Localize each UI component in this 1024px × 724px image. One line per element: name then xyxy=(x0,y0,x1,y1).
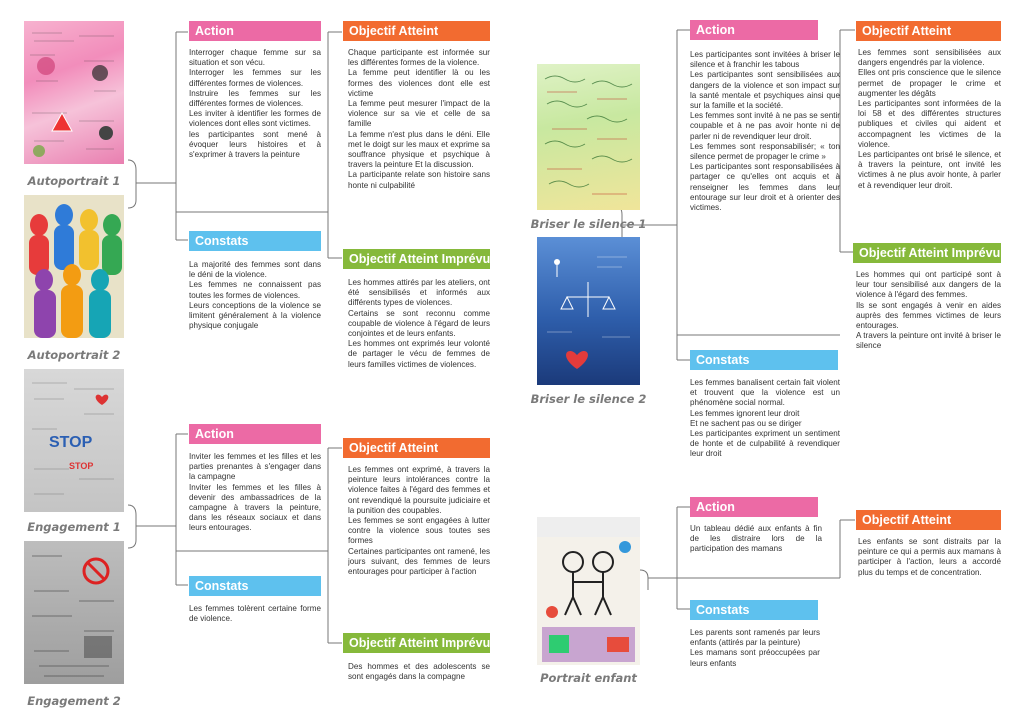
sec3-action-header: Action xyxy=(690,20,818,40)
sec4-action-line: Un tableau dédié aux enfants à fin de les distraire lors de la participation des mamans xyxy=(690,524,822,554)
sec1-objectif-header: Objectif Atteint xyxy=(343,21,490,41)
caption-engagement-2: Engagement 2 xyxy=(27,694,121,708)
sec3-objectif-line: Les participantes ont brisé le silence, et à travers la peinture, ont invité les victimes à ne plus avoir honte, à parler et à revendiquer leur droit. xyxy=(858,150,1001,190)
sec4-objectif-text xyxy=(858,537,1001,599)
sec4-constats-header: Constats xyxy=(690,600,818,620)
sec1-action-header: Action xyxy=(189,21,321,41)
autoportrait-1-painting xyxy=(24,21,124,164)
sec2-objectif-line: Certaines participantes ont ramené, les jours suivant, des femmes de leurs entourages pour participer à l'action xyxy=(348,546,490,577)
sec1-action-line: les participantes sont mené à évoquer leurs histoires et à s'exprimer à travers la peinture xyxy=(189,129,321,160)
sec2-action-line: Inviter les femmes et les filles à devenir des ambassadrices de la campagne à travers la peinture, dans les réseaux sociaux et dans leurs entourages. xyxy=(189,482,321,533)
autoportrait-2-painting xyxy=(24,195,124,338)
sec4-objectif-header: Objectif Atteint xyxy=(856,510,1001,530)
sec3-objectif-text xyxy=(858,48,1001,238)
sec1-constats-line: Les femmes ne connaissent pas toutes les formes de violences. xyxy=(189,280,321,300)
sec2-imprevu-text xyxy=(348,662,490,688)
sec4-constats-text xyxy=(690,628,820,690)
sec1-constats-line: Leurs conceptions de la violence se limitent généralement à la violence physique conjugale xyxy=(189,300,321,331)
sec1-objectif-line: La femme n'est plus dans le déni. Elle met le doigt sur les maux et exprime sa souffrance physique et psychique à travers la peinture Et la discussion. xyxy=(348,129,490,170)
sec2-constats-text xyxy=(189,604,321,634)
sec2-action-header: Action xyxy=(189,424,321,444)
sec3-action-line: Les femmes sont invité à ne pas se sentir coupable et à ne pas avoir honte ni de parler ni de revendiquer leur droit. xyxy=(690,111,840,141)
engagement-2-painting xyxy=(24,541,124,684)
sec1-objectif-line: La femme peut mesurer l'impact de la violence sur sa vie et celle de sa famille xyxy=(348,99,490,129)
sec1-constats-line: La majorité des femmes sont dans le déni de la violence. xyxy=(189,260,321,280)
sec3-constats-line: Les femmes ignorent leur droit xyxy=(690,408,800,418)
sec3-action-line: Les femmes sont responsabilisér; « ton silence permet de propager le crime » xyxy=(690,141,840,162)
sec3-constats-line: Et ne sachent pas ou se diriger xyxy=(690,418,802,428)
portrait-enfant-painting xyxy=(537,517,640,665)
briser-silence-2-painting xyxy=(537,237,640,385)
sec3-imprevu-text xyxy=(856,270,1001,370)
sec1-action-line: Interroger les femmes sur les différentes formes de violences. xyxy=(189,68,321,88)
sec2-objectif-line: Les femmes ont exprimé, à travers la peinture leurs intolérances contre la violence faites à l'égard des femmes et ont revendiqué la poursuite judiciaire et la punition des coupables. xyxy=(348,465,490,515)
sec2-action-text xyxy=(189,452,321,554)
sec3-objectif-line: Les participantes sont informées de la loi 58 et des différentes structures publiques et civiles qui aident et accompagnent les victimes de la violence. xyxy=(858,99,1001,149)
sec1-imprevu-line: Les hommes attirés par les ateliers, ont été sensibilisés et informés aux différents types de violences. xyxy=(348,278,490,308)
sec1-imprevu-header: Objectif Atteint Imprévu xyxy=(343,249,490,269)
sec1-constats-text xyxy=(189,260,321,350)
sec4-constats-line: Les parents sont ramenés par leurs enfants (attirés par la peinture) xyxy=(690,628,820,648)
sec3-action-line: Les participantes sont responsabilisées à partager ce qu'elles ont acquis et à renseigner les femmes dans leur entourage sur leur droit et à orienter des victimes. xyxy=(690,162,840,213)
sec1-imprevu-line: Certains se sont reconnu comme coupable de violence à l'égard de leurs conjointes et de leurs enfants. xyxy=(348,308,490,339)
sec2-action-line: Inviter les femmes et les filles et les parties prenantes à s'engager dans la campagne xyxy=(189,452,321,482)
engagement-1-painting xyxy=(24,369,124,512)
sec3-action-line: Les participantes sont sensibilisées aux dangers de la violence et son impact sur la santé mentale et psychiques ainsi que sur la famille et la société. xyxy=(690,70,840,111)
sec3-objectif-line: Elles ont pris conscience que le silence permet de propager le crime et augmenter les dégâts xyxy=(858,68,1001,98)
sec3-constats-text xyxy=(690,378,840,476)
caption-portrait-enfant: Portrait enfant xyxy=(540,671,637,685)
svg-text:STOP: STOP xyxy=(69,461,94,471)
sec1-action-line: Les inviter à identifier les formes de violences dont elles sont victimes. xyxy=(189,109,321,129)
sec3-action-text xyxy=(690,50,840,322)
caption-autoportrait-1: Autoportrait 1 xyxy=(27,174,121,188)
svg-text:STOP: STOP xyxy=(49,434,93,451)
sec1-constats-header: Constats xyxy=(189,231,321,251)
sec1-objectif-line: La femme peut identifier là ou les formes des violences dont elle est victime xyxy=(348,68,490,98)
sec2-imprevu-header: Objectif Atteint Imprévu xyxy=(343,633,490,653)
sec2-objectif-line: Les femmes se sont engagées à lutter contre la violence sous toutes ses formes xyxy=(348,516,490,546)
sec4-action-text xyxy=(690,524,822,564)
sec1-action-line: Interroger chaque femme sur sa situation et son vécu. xyxy=(189,48,321,68)
sec1-objectif-text xyxy=(348,48,490,244)
briser-silence-1-painting xyxy=(537,64,640,210)
sec1-action-text xyxy=(189,48,321,198)
sec3-action-line: Les participantes sont invitées à briser le silence et à franchir les tabous xyxy=(690,50,840,70)
sec3-imprevu-line: A travers la peinture ont invité à briser le silence xyxy=(856,331,1001,351)
caption-engagement-1: Engagement 1 xyxy=(27,520,121,534)
sec2-imprevu-line: Des hommes et des adolescents se sont engagés dans la compagne xyxy=(348,662,490,682)
sec3-imprevu-line: Ils se sont engagés à venir en aides auprès des femmes victimes de leurs entourages. xyxy=(856,300,1001,331)
sec2-constats-header: Constats xyxy=(189,576,321,596)
sec1-objectif-line: Chaque participante est informée sur les différentes formes de la violence. xyxy=(348,48,490,68)
sec3-imprevu-header: Objectif Atteint Imprévu xyxy=(853,243,1001,263)
sec3-imprevu-line: Les hommes qui ont participé sont à leur tour sensibilisé aux dangers de la violence à l'égard des femmes. xyxy=(856,270,1001,300)
sec2-constats-line: Les femmes tolèrent certaine forme de violence. xyxy=(189,604,321,624)
sec4-constats-line: Les mamans sont préoccupées par leurs enfants xyxy=(690,648,820,668)
sec3-constats-line: Les femmes banalisent certain fait violent et trouvent que la violence est un phénomène social normal. xyxy=(690,378,840,408)
sec2-objectif-header: Objectif Atteint xyxy=(343,438,490,458)
sec1-imprevu-line: Les hommes ont exprimés leur volonté de partager le vécu de femmes de leurs familles victimes de violences. xyxy=(348,339,490,369)
sec3-constats-header: Constats xyxy=(690,350,838,370)
sec2-objectif-text xyxy=(348,465,490,625)
caption-autoportrait-2: Autoportrait 2 xyxy=(27,348,121,362)
sec1-objectif-line: La participante relate son histoire sans honte ni culpabilité xyxy=(348,170,490,190)
caption-briser-2: Briser le silence 2 xyxy=(530,392,647,406)
sec3-constats-line: Les participantes expriment un sentiment de honte et de culpabilité à revendiquer leur droit xyxy=(690,429,840,459)
sec1-action-line: Instruire les femmes sur les différentes formes de violences. xyxy=(189,88,321,109)
sec4-action-header: Action xyxy=(690,497,818,517)
sec3-objectif-line: Les femmes sont sensibilisées aux dangers engendrés par la violence. xyxy=(858,48,1001,68)
sec4-objectif-line: Les enfants se sont distraits par la peinture ce qui a permis aux mamans à participer à l'action, leurs a accordé plus du temps et de concentration. xyxy=(858,537,1001,577)
sec1-imprevu-text xyxy=(348,278,490,402)
sec3-objectif-header: Objectif Atteint xyxy=(856,21,1001,41)
caption-briser-1: Briser le silence 1 xyxy=(530,217,647,231)
